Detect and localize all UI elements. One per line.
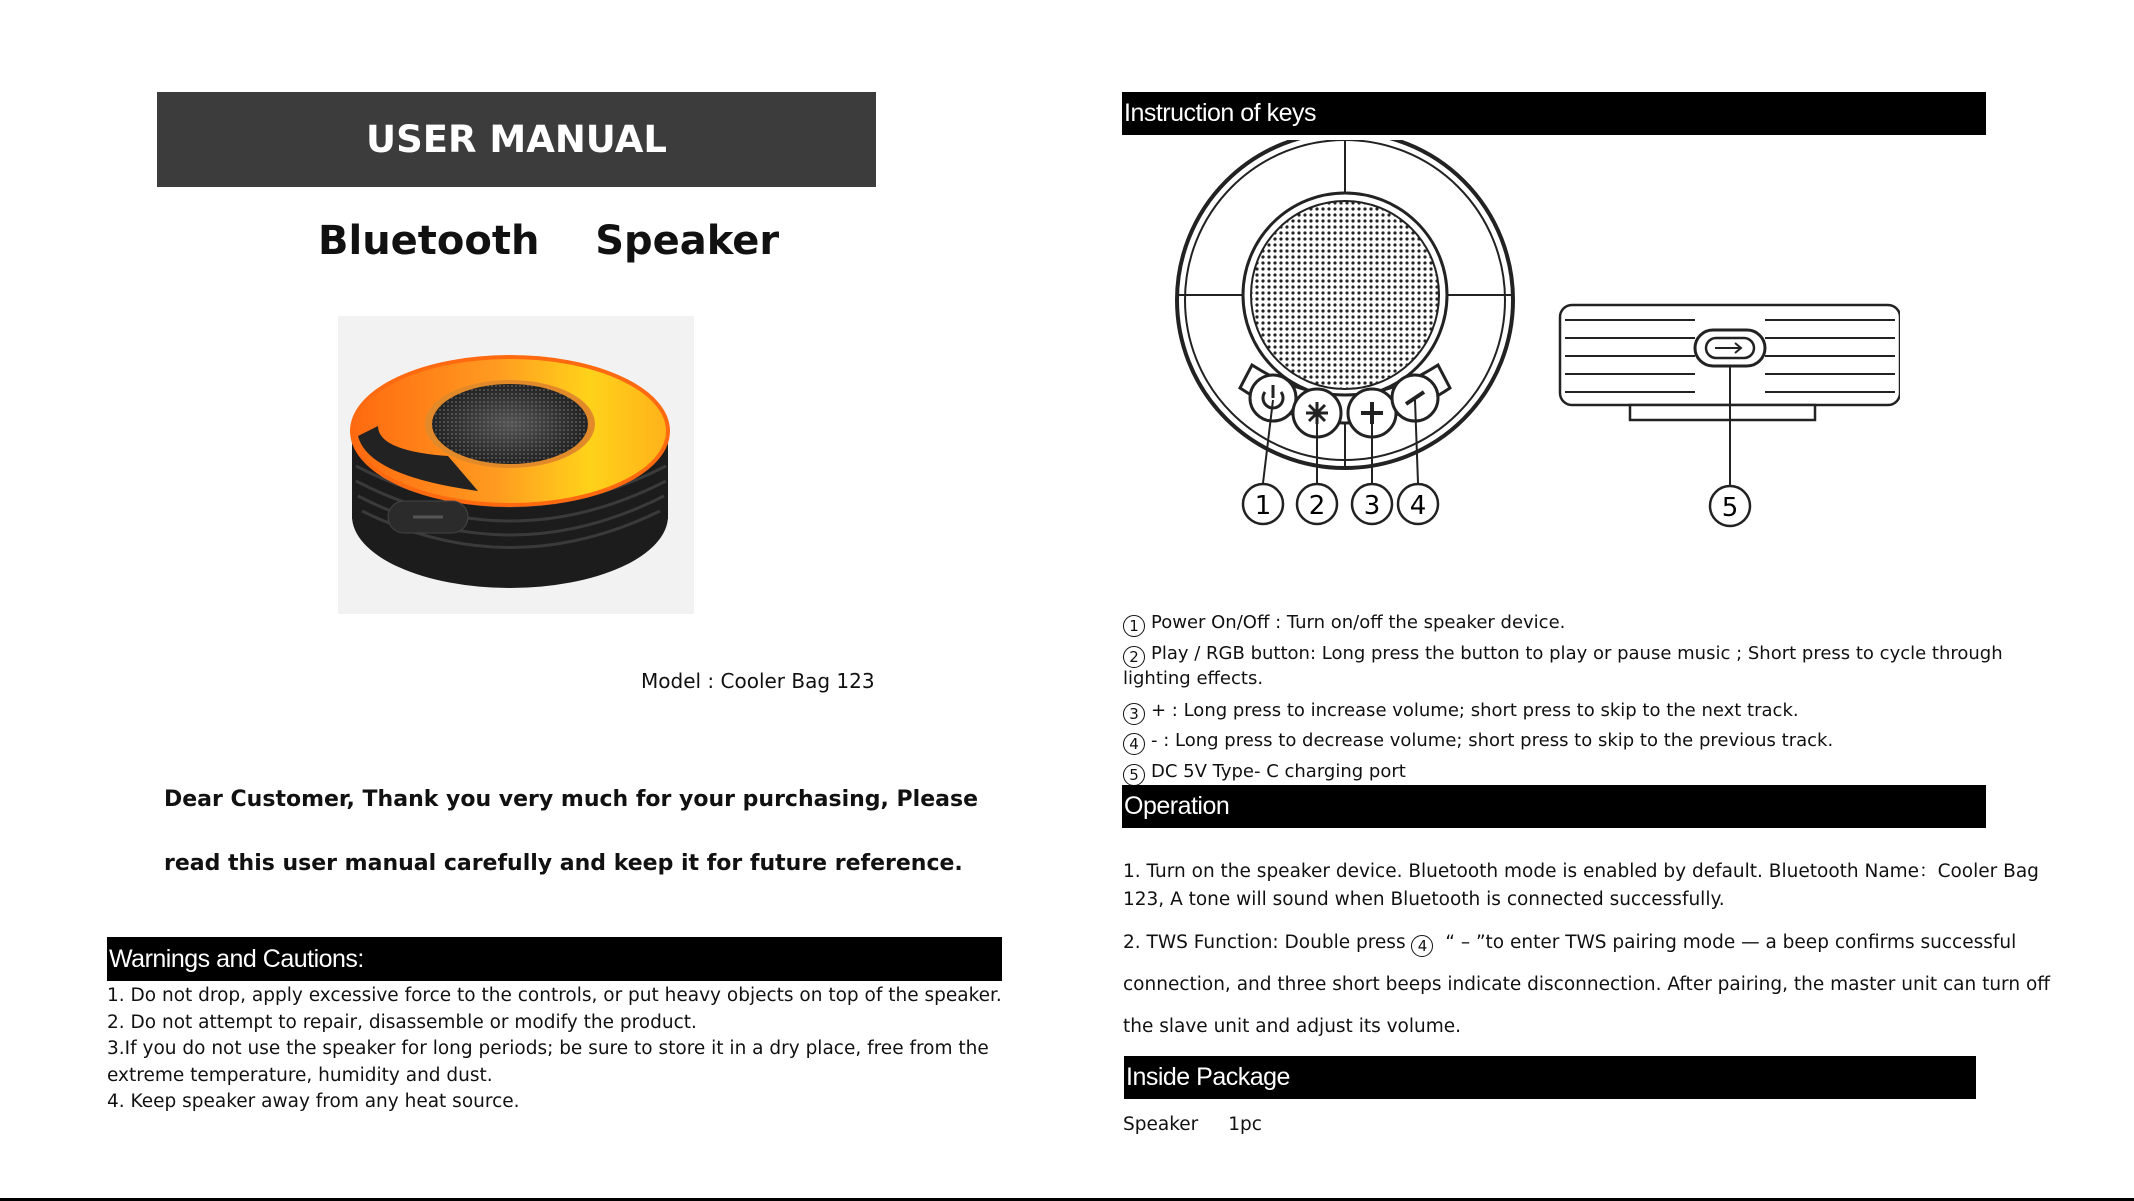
callout-4: 4 [1409,491,1427,521]
package-item-row [1123,1114,1262,1135]
warnings-list [107,983,1007,1116]
num-badge: 5 [1123,764,1145,786]
manual-title-banner [157,92,876,187]
speaker-top-view [1177,140,1513,483]
operation-line-2b: connection, and three short beeps indicate disconnection. After pairing, the master unit can turn off [1123,974,2051,995]
key-diagram [1170,140,1900,535]
num-badge: 1 [1123,615,1145,637]
dear-customer-line-1: Dear Customer, Thank you very much for your purchasing, Please [164,787,978,812]
warning-line: 2. Do not attempt to repair, disassemble or modify the product. [107,1011,697,1033]
key-desc-1: 1 Power On/Off : Turn on/off the speaker device. [1123,612,1565,637]
callout-2: 2 [1308,491,1326,521]
warning-line: extreme temperature, humidity and dust. [107,1064,493,1086]
speaker-side-view [1560,305,1900,486]
package-heading: Inside Package [1126,1063,1290,1091]
num-badge: 4 [1411,935,1433,957]
callout-3: 3 [1363,491,1381,521]
key-desc-5: 5 DC 5V Type- C charging port [1123,761,1406,786]
manual-title: USER MANUAL [366,118,667,161]
key-desc-3: 3 + : Long press to increase volume; short press to skip to the next track. [1123,700,1799,725]
package-qty: 1pc [1228,1114,1262,1135]
keys-heading: Instruction of keys [1124,99,1316,127]
product-subtitle: Bluetooth Speaker [318,218,780,264]
warnings-heading-bar [107,937,1002,981]
model-label: Model : Cooler Bag 123 [641,669,875,693]
num-badge: 3 [1123,703,1145,725]
warning-line: 1. Do not drop, apply excessive force to the controls, or put heavy objects on top of the speaker. [107,985,1002,1006]
operation-heading: Operation [1124,792,1230,820]
key-desc-4: 4 - : Long press to decrease volume; short press to skip to the previous track. [1123,730,1833,755]
num-badge: 4 [1123,733,1145,755]
callout-5: 5 [1721,493,1739,523]
package-heading-bar [1124,1056,1976,1099]
operation-line-2a: 2. TWS Function: Double press 4 “ – ”to enter TWS pairing mode — a beep confirms successful [1123,932,2017,955]
warning-line: 3.If you do not use the speaker for long periods; be sure to store it in a dry place, free from the [107,1038,989,1059]
key-desc-2: 2 Play / RGB button: Long press the button to play or pause music ; Short press to cycle through [1123,643,2003,668]
operation-line-2c: the slave unit and adjust its volume. [1123,1016,1462,1037]
speaker-product-image [338,316,694,614]
dear-customer-line-2: read this user manual carefully and keep it for future reference. [164,851,963,876]
num-badge: 2 [1123,646,1145,668]
warning-line: 4. Keep speaker away from any heat source. [107,1091,520,1112]
operation-line-1b: 123, A tone will sound when Bluetooth is connected successfully. [1123,889,1725,910]
operation-line-1a: 1. Turn on the speaker device. Bluetooth mode is enabled by default. Bluetooth Name：Cooler Bag [1123,861,2039,882]
key-desc-2-cont: lighting effects. [1123,668,1264,689]
operation-heading-bar [1122,785,1986,828]
keys-heading-bar [1122,92,1986,135]
callout-1: 1 [1254,491,1272,521]
warnings-heading: Warnings and Cautions: [109,944,364,973]
package-item: Speaker [1123,1114,1199,1135]
